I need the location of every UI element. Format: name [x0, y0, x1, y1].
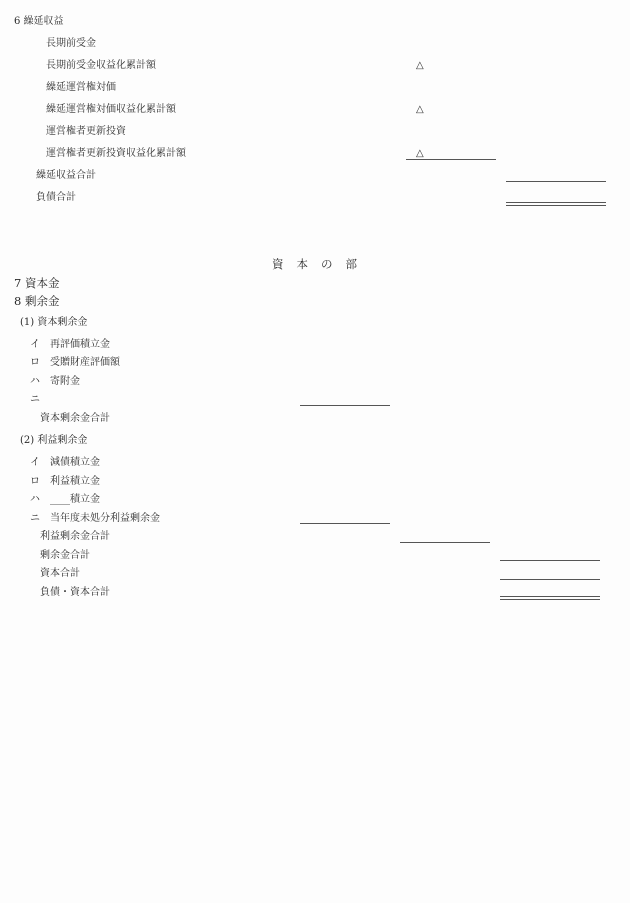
unappropriated-retained-earnings: 当年度未処分利益剰余金	[50, 513, 160, 524]
donated-property-valuation: 受贈財産評価額	[50, 357, 120, 368]
earned-surplus-heading: (2) 利益剰余金	[20, 435, 88, 446]
deferred-concession-accumulated: 繰延運営権対価収益化累計額	[46, 104, 176, 115]
liabilities-and-capital-total: 負債・資本合計	[40, 587, 110, 598]
capital-total-rule	[500, 579, 600, 580]
capital-surplus-total: 資本剰余金合計	[40, 413, 110, 424]
capital-surplus-mark-d: ニ	[30, 394, 40, 405]
contributions: 寄附金	[50, 376, 80, 387]
deferred-concession-consideration: 繰延運営権対価	[46, 82, 116, 93]
operator-renewal-investment: 運営権者更新投資	[46, 126, 126, 137]
triangle-mark-1: △	[416, 60, 424, 71]
liabilities-total-double-rule	[506, 202, 606, 206]
deferred-total-rule	[506, 181, 606, 182]
liabilities-total: 負債合計	[36, 192, 76, 203]
capital-surplus-heading: (1) 資本剰余金	[20, 317, 88, 328]
long-term-advance-accumulated: 長期前受金収益化累計額	[46, 60, 156, 71]
capital-surplus-mark-a: イ	[30, 339, 40, 350]
surplus-heading: 8 剰余金	[14, 294, 60, 308]
profit-reserve: 利益積立金	[50, 476, 100, 487]
surplus-total-rule	[500, 560, 600, 561]
revaluation-reserve: 再評価積立金	[50, 339, 110, 350]
capital-surplus-rule	[300, 405, 390, 406]
earned-surplus-mark-a: イ	[30, 457, 40, 468]
capital-surplus-mark-b: ロ	[30, 357, 40, 368]
earned-surplus-total: 利益剰余金合計	[40, 531, 110, 542]
grand-total-double-rule	[500, 596, 600, 600]
operator-renewal-accumulated: 運営権者更新投資収益化累計額	[46, 148, 186, 159]
capital-section-title: 資本の部	[272, 257, 370, 271]
deferred-revenue-heading: 6 繰延収益	[14, 16, 64, 27]
triangle-mark-2: △	[416, 104, 424, 115]
capital-total: 資本合計	[40, 568, 80, 579]
long-term-advance-received: 長期前受金	[46, 38, 96, 49]
deferred-revenue-total: 繰延収益合計	[36, 170, 96, 181]
earned-surplus-mark-d: ニ	[30, 513, 40, 524]
capital-stock-heading: 7 資本金	[14, 276, 60, 290]
earned-surplus-rule	[300, 523, 390, 524]
earned-total-rule	[400, 542, 490, 543]
earned-surplus-mark-b: ロ	[30, 476, 40, 487]
capital-surplus-mark-c: ハ	[30, 376, 40, 387]
triangle-mark-3: △	[416, 148, 424, 159]
earned-surplus-mark-c: ハ	[30, 494, 40, 505]
named-reserve: ____積立金	[50, 494, 100, 505]
surplus-total: 剰余金合計	[40, 550, 90, 561]
debt-reduction-reserve: 減債積立金	[50, 457, 100, 468]
subtotal-rule	[406, 159, 496, 160]
